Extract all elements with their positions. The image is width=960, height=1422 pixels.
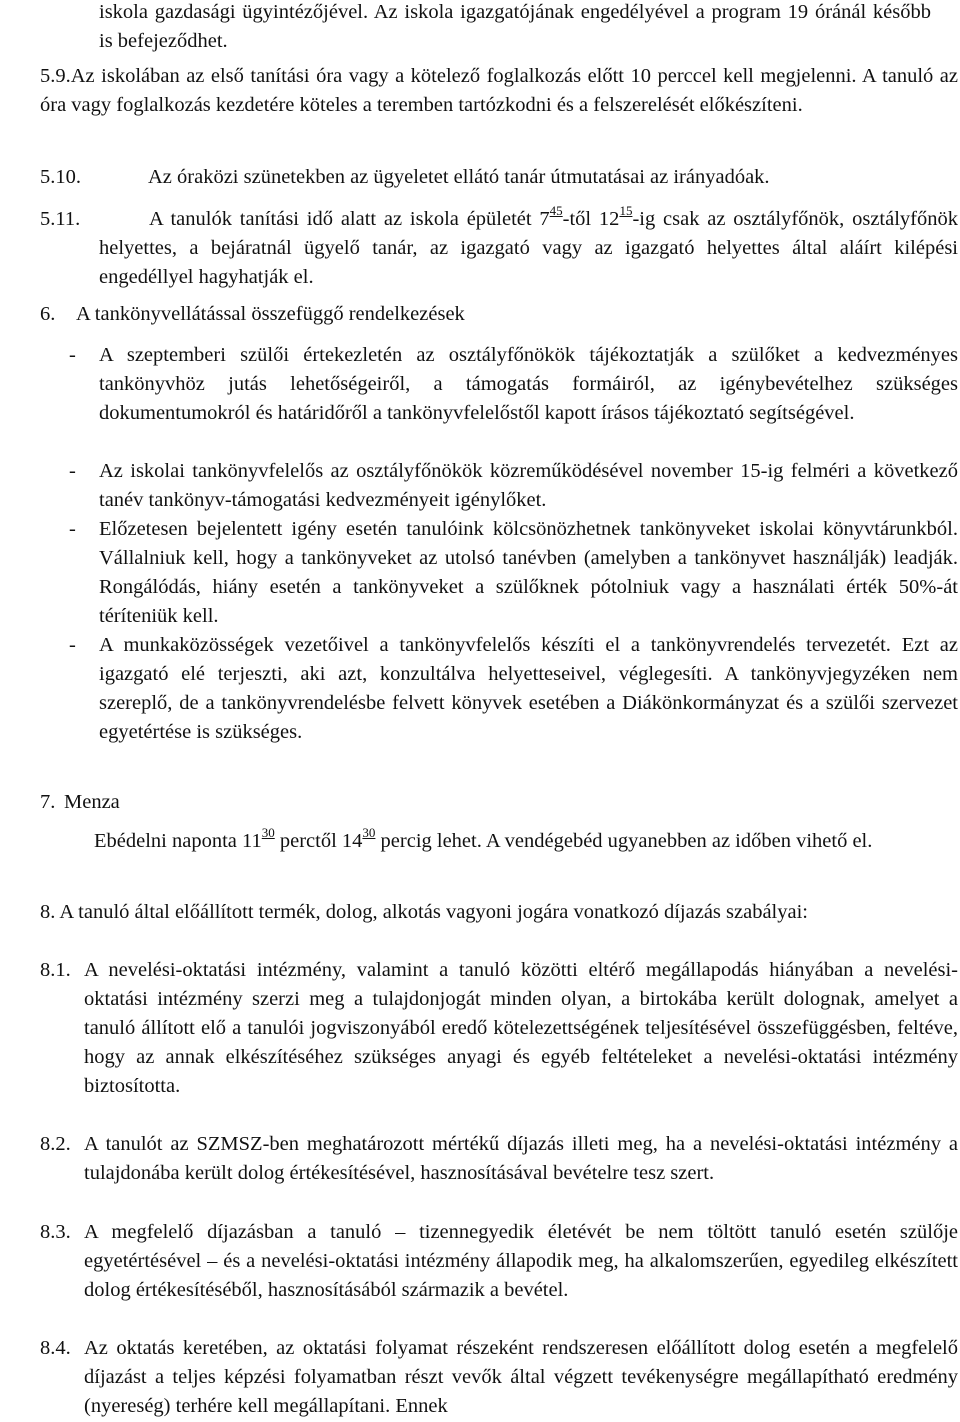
text-segment: -től 12 [562, 208, 620, 230]
paragraph-5-10: Az óraközi szünetekben az ügyeletet ellátó tanár útmutatásai az irányadóak. [148, 166, 770, 188]
text-segment: Ebédelni naponta 11 [94, 830, 262, 852]
text-segment: A tanulók tanítási idő alatt az iskola épületét 7 [149, 208, 550, 230]
section-number: 5.9. [40, 65, 71, 87]
paragraph-8-1: A nevelési-oktatási intézmény, valamint a tanuló közötti eltérő megállapodás hiányában a nevelési-oktatási intézmény szerzi meg a tulajdonjogát minden olyan, a birtokába került dolognak, amelyet a tanuló állított elő a tanulói jogviszonyából eredő kötelezettségének teljesítésével összefüggésben, feltéve, hogy az annak elkészítéséhez szükséges anyagi és egyéb feltételeket a nevelési-oktatási intézmény biztosította. [84, 959, 958, 1097]
section-number: 7. [40, 791, 56, 813]
section-8-heading [40, 898, 958, 927]
section-number: 6. [40, 303, 56, 325]
section-7-heading: Menza [64, 791, 120, 813]
paragraph-5-8-continuation: iskola gazdasági ügyintézőjével. Az iskola igazgatójának engedélyével a program 19 óránál később is befejeződhet. [99, 1, 931, 52]
paragraph-menza [94, 827, 958, 856]
bullet-dash: - [69, 460, 76, 482]
text-segment: perctől 14 [274, 830, 363, 852]
list-item: Az iskolai tankönyvfelelős az osztályfőnökök közreműködésével november 15-ig felméri a következő tanév tankönyv-támogatási kedvezményeit igénylőket. [99, 460, 958, 511]
section-number: 8.2. [40, 1133, 71, 1155]
paragraph-text: Az iskolában az első tanítási óra vagy a kötelező foglalkozás előtt 10 perccel kell megjelenni. A tanuló az óra vagy foglalkozás kezdetére köteles a teremben tartózkodni és a felszerelését előkészíteni. [40, 65, 958, 116]
section-number: 8.1. [40, 959, 71, 981]
bullet-dash: - [69, 518, 76, 540]
section-6-heading: A tankönyvellátással összefüggő rendelkezések [76, 303, 465, 325]
superscript-minutes: 30 [362, 825, 376, 841]
list-item: A munkaközösségek vezetőivel a tankönyvfelelős készíti el a tankönyvrendelés tervezetét. Ezt az igazgató elé terjeszti, aki azt, konzultálva helyetteseivel, véglegesíti. A tankönyvjegyzéken nem szereplő, de a tankönyvrendelésbe felvett könyvek esetében a Diákönkormányzat és a szülői szervezet egyetértése is szükséges. [99, 634, 958, 743]
superscript-minutes: 30 [261, 825, 275, 841]
section-number: 5.10. [40, 166, 81, 188]
section-number: 8.3. [40, 1221, 71, 1243]
text-segment: percig lehet. A vendégebéd ugyanebben az időben vihető el. [375, 830, 873, 852]
bullet-dash: - [69, 634, 76, 656]
list-item: A szeptemberi szülői értekezletén az osztályfőnökök tájékoztatják a szülőket a kedvezményes tankönyvhöz jutás lehetőségeiről, a támogatás formáiról, az igénybevételhez szükséges dokumentumokról és határidőről a tankönyvfelelőstől kapott írásos tájékoztató segítségével. [99, 344, 958, 424]
section-title: A tanuló által előállított termék, dolog, alkotás vagyoni jogára vonatkozó díjazás szabályai: [59, 901, 808, 923]
paragraph-8-4: Az oktatás keretében, az oktatási folyamat részeként rendszeresen előállított dolog esetén a megfelelő díjazást a teljes képzési folyamatban részt vevők által végzett tevékenységre megállapítható eredmény (nyereség) terhére kell megállapítani. Ennek [84, 1337, 958, 1417]
paragraph-5-11 [99, 205, 958, 292]
text-segment: -ig csak az osztályfőnök, osztályfőnök helyettes, a bejáratnál ügyelő tanár, az igazgató vagy az igazgató helyettes által aláírt kilépési engedéllyel hagyhatják el. [99, 208, 958, 288]
section-number: 8.4. [40, 1337, 71, 1359]
section-number: 8. [40, 901, 56, 923]
paragraph-8-2: A tanulót az SZMSZ-ben meghatározott mértékű díjazás illeti meg, ha a nevelési-oktatási intézmény a tulajdonába került dolog értékesítésével, hasznosításával bevételre tesz szert. [84, 1133, 958, 1184]
list-item: Előzetesen bejelentett igény esetén tanulóink kölcsönözhetnek tankönyveket iskolai könyvtárunkból. Vállalniuk kell, hogy a tankönyveket az utolsó tanévben (amelyben a tankönyvet használják) leadják. Rongálódás, hiány esetén a tankönyveket a szülőknek pótolniuk vagy a használati érték 50%-át téríteniük kell. [99, 518, 958, 627]
paragraph-5-9 [40, 62, 958, 120]
superscript-minutes: 15 [619, 203, 633, 219]
section-number: 5.11. [40, 208, 81, 230]
paragraph-8-3: A megfelelő díjazásban a tanuló – tizennegyedik életévét be nem töltött tanuló esetén szülője egyetértésével – és a nevelési-oktatási intézmény állapodik meg, ha alkalomszerűen, egyedileg elkészített dolog értékesítéséből, hasznosításából származik a bevétel. [84, 1221, 958, 1301]
bullet-dash: - [69, 344, 76, 366]
superscript-minutes: 45 [549, 203, 563, 219]
